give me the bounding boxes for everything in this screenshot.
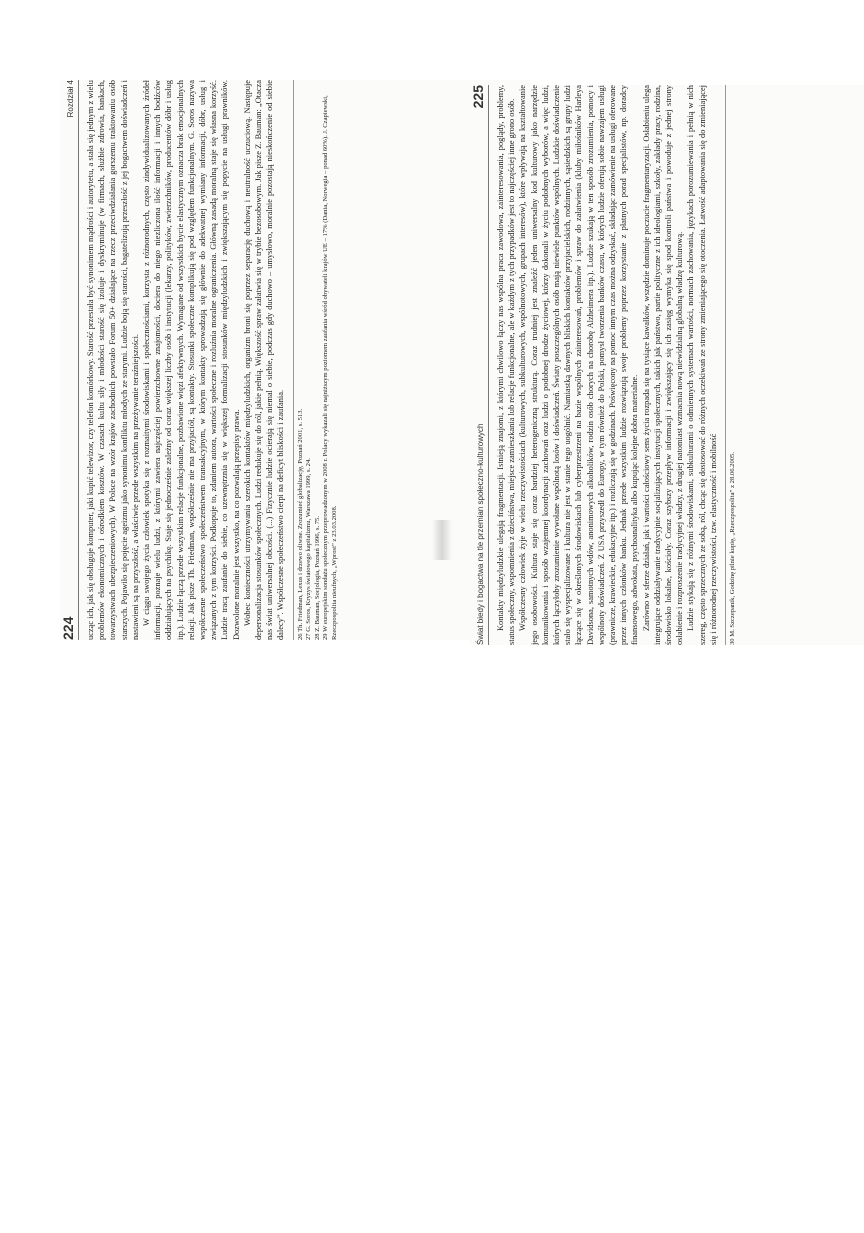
- paragraph: Kontakty międzyludzkie ulegają fragmentacji. Istnieją znajomi, z którymi chwilowo łączy nas wspólna praca zawodowa, zainteresowania, poglądy, problemy, status społeczny, wspomnienia z dzieciństwa, miejsce zamieszkania lub relacje funkcjonalne, ale w każdym z tych przypadków jest to najczęściej inne grono osób.: [496, 85, 517, 645]
- footnote: 26 Th. Friedman, Lexus i drzewo oliwne. Zrozumieć globalizację, Poznań 2001, s. 513.: [296, 408, 304, 640]
- paragraph: W ciągu swojego życia człowiek spotyka się z rozmaitymi środowiskami i społecznościami, korzysta z różnorodnych, często zindywidualizowanych źródeł informacji, poznaje wielu ludzi, z którymi zawiera najczęściej powierzchowne znajomości, dociera do niego niezliczona ilość informacji i innych bodźców oddziałujących na psychikę. Staje się jednocześnie zależny od coraz większej liczby osób i instytucji (lekarzy, polityków, zwierzchników, producentów dóbr i usług itp.). Ludzie łączą przede wszystkim relacje funkcjonalne, pozbawione więzi afektywnych. Wymagane od wszystkich bycie elastycznym oznacza brak emocjonalnych relacji. Jak pisze Th. Friedman, współcześnie nie ma przyjaciół, są kontakty. Stosunki społeczne komplikują się pod względem funkcjonalnym. G. Soros nazywa współczesne społeczeństwo społeczeństwem transakcyjnym, w którym kontakty sprowadzają się głównie do adekwatnej wymiany informacji, dóbr, usług i związanych z tym korzyści. Podkopuje to, zdaniem autora, wartości społeczne i rozluźnia moralne ograniczenia. Główną zasadą moralną staje się własna korzyść. Ludzie tracą zaufanie do siebie, co uzewnętrznia się w większej formalizacji stosunków międzyludzkich i zwiększającym się popycie na usługi prawników. Dozwolone moralnie jest wszystko, na co pozwalają przepisy prawa.: [142, 80, 241, 640]
- left-chapter-title: Rozdział 4: [66, 80, 75, 118]
- footnote: 28 Z. Bauman, Socjologia, Poznań 1996, s. 75.: [313, 516, 321, 640]
- left-footnotes: [293, 80, 340, 640]
- gutter-shadow: [432, 520, 452, 560]
- paragraph: ucząc ich, jak się obsługuje komputer, jaki kupić telewizor, czy telefon komórkowy. Starość przestała być synonimem mądrości i autorytetu, a stała się jednym z wielu problemów ekonomicznych i ośrodkiem kosztów. W czasach kultu siły i młodości starość się izoluje i dyskryminuje (w firmach, służbie zdrowia, bankach, towarzystwach ubezpieczeniowych). W Polsce na wzór krajów zachodnich powstało Forum 50+ działające na rzecz przeciwdziałania gorszemu traktowaniu osób starszych. Pojawiło się pojęcie ageizmu jako synonimu konfliktu młodych ze starymi. Ludzie boją się starości, bagatelizują przeszłość z jej bogactwem doświadczeń i nastawieni są na przyszłość, a właściwie przede wszystkim na przeżywanie teraźniejszości.: [86, 80, 140, 640]
- paragraph: Współczesny człowiek żyje w wielu rzeczywistościach (kulturowych, subkulturowych, wspólnotowych, grupach interesów), które wpływają na kształtowanie jego osobowości. Kultura staje się coraz bardziej heterogeniczną strukturą. Coraz trudniej jest znaleźć jeden uniwersalny kod kulturowy jako narzędzie komunikowania i sposób wzajemnej koordynacji zachowań oraz ludzi o podobnej drodze życiowej, którzy dokonali w życiu podobnych wyborów, a więc ludzi, których łączyłoby zrozumienie wywołane wspólnotą losów i doświadczeń. Światy poszczególnych osób mają niewiele punktów wspólnych. Ludzkie doświadczenie stało się wyspecjalizowane i kultura nie jest w stanie tego uogólnić. Namiastką dawnych bliskich kontaktów przyjacielskich, rodzinnych, sąsiedzkich są grupy ludzi łączące się w określonych środowiskach lub cyberprzestrzeni na bazie wspólnych zainteresowań, problemów i spraw do załatwienia (kluby miłośników Harleya Davidsona, samotnych wdów, anonimowych alkoholików, rodzin osób chorych na chorobę Alzheimera itp.). Ludzie szukają w ten sposób zrozumienia, pomocy i wspólnoty doświadczeń. Z USA przyszedł do Europy, w tym również do Polski, pomysł tworzenia banków czasu, w których ludzie oferują sobie nawzajem usługi (prawnicze, krawieckie, edukacyjne itp.) i rozliczają się w godzinach. Poświęcony na pomoc innym czas można odzyskać, składając zamówienie na usługi oferowane przez innych członków banku. Jednak przede wszystkim ludzie rozwiązują swoje problemy poprzez korzystanie z płatnych porad specjalistów, np. doradcy finansowego, adwokata, psychoanalityka albo kupując kolejne dobra materialne.: [518, 85, 640, 645]
- footnote: 27 G. Soros, Kryzys światowego kapitalizmu, Warszawa 1999, s. 24.: [305, 458, 313, 640]
- right-running-head: [470, 85, 489, 645]
- right-footnotes: [725, 85, 738, 645]
- paragraph: Zarówno w sferze działań, jak i wartości całościowy sens życia rozpada się na tysiące kawałków, wszędzie dominuje poczucie fragmentaryzacji. Osłabieniu ulega integrujące oddziaływanie tradycyjnie socjalizujących instytucji społecznych, takich jak państwo, partie polityczne z ich ideologiami, szkoły, zakłady pracy, rodzina, środowisko lokalne, kościoły. Coraz szybszy przepływ informacji i zwiększający się ich zasięg wymyka się spod kontroli państwa i powoduje z jednej strony osłabienie i rozproszenie tradycyjnej władzy, z drugiej natomiast wzmacnia nową niewidzialną globalną władzę kulturową.: [641, 85, 685, 645]
- left-running-head: [60, 80, 79, 640]
- footnote: 30 M. Szczepanik, Godzinę pilnie kupię, „Rzeczpospolita” z 28.06.2005.: [729, 452, 737, 645]
- left-body-text: [85, 80, 287, 640]
- right-page-number: 225: [470, 85, 486, 109]
- left-page-number: 224: [60, 616, 76, 640]
- right-body-text: [495, 85, 719, 645]
- left-page: [60, 80, 530, 640]
- footnote: 29 W europejskim sondażu społecznym przeprowadzonym w 2008 r. Polacy wykazali się najniższym poziomem zaufania wśród obywateli krajów UE – 17% (Dania, Norwegia – ponad 60%). J. Czapiewski, Rzeczpospolita nieufnych, „Wprost” z 23.03.2008.: [322, 95, 339, 640]
- paragraph: Wobec konieczności utrzymywania szerokich kontaktów międzyludzkich, organizm broni się poprzez separację duchową i neutralność uczuciową. Następuje depersonalizacja stosunków społecznych. Ludzi redukuje się do ról, jakie pełnią. Większość spraw załatwia się w trybie bezosobowym. Jak pisze Z. Bauman: „Otacza nas świat uniwersalnej obcości. (...) Fizycznie ludzie ocierają się niemal o siebie, podczas gdy duchowo – umysłowo, moralnie pozostają nieskończenie od siebie dalecy”. Współczesne społeczeństwo cierpi na deficyt bliskości i zaufania.: [242, 80, 286, 640]
- right-chapter-title: Świat biedy i bogactwa na tle przemian społeczno-kulturowych: [476, 423, 485, 645]
- paragraph: Ludzie stykają się z różnymi środowiskami, subkulturami o odmiennych systemach wartości, normach zachowania, językach porozumiewania i pełnią w nich szereg, często sprzecznych ze sobą, ról, chcąc się dostosować do różnych oczekiwań ze strony zmieniającego się otoczenia. Łatwość adaptowania się do zmieniającej się i różnorodnej rzeczywistości, tzw. elastyczność i mobilność: [686, 85, 718, 645]
- right-page: [470, 85, 864, 645]
